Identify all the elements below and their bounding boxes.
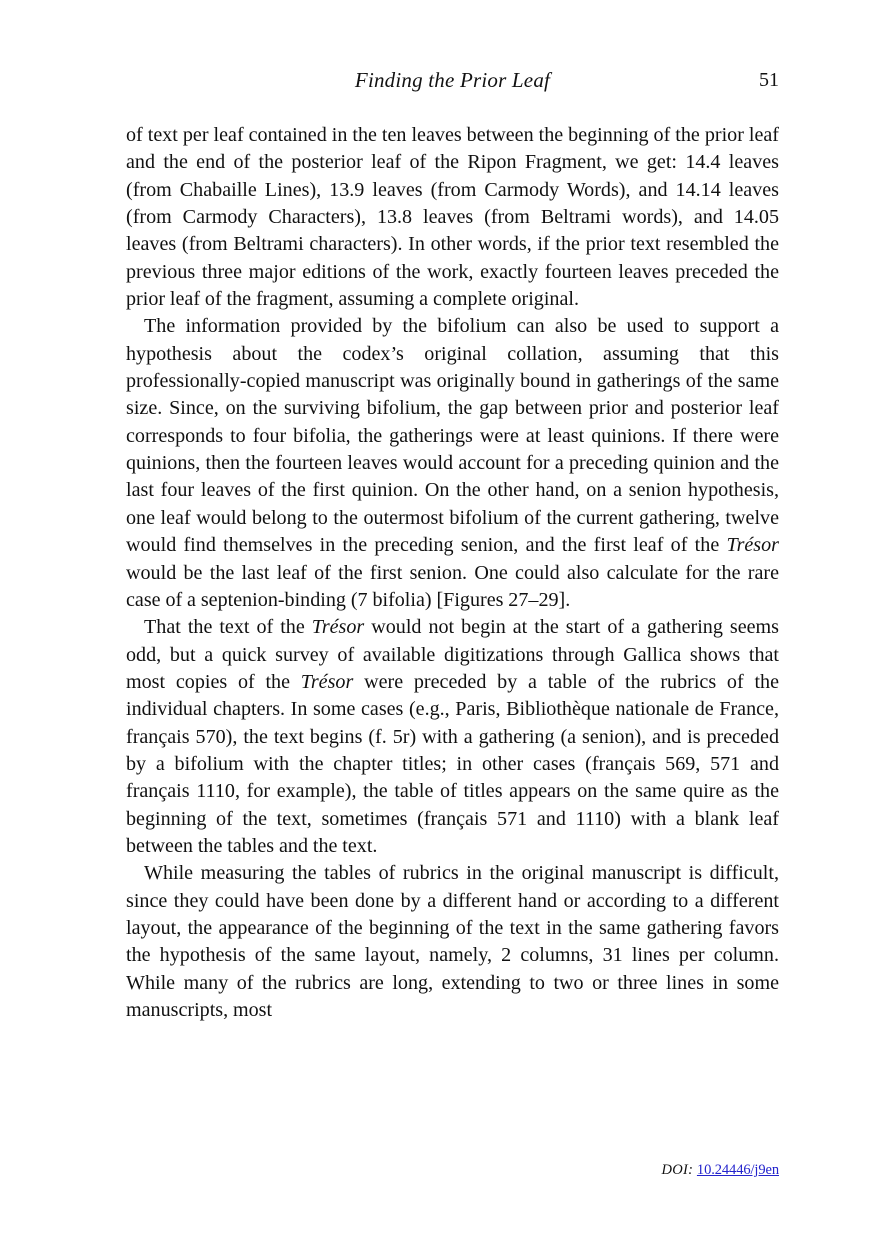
text-run: would be the last leaf of the first senion. One could also calculate for the rare case of a septenion-binding (7 bifolia) [Figures 27–29].: [126, 561, 779, 611]
text-run: That the text of the: [144, 616, 312, 639]
italic-run: Trésor: [726, 534, 779, 557]
running-head-title: Finding the Prior Leaf: [354, 68, 551, 92]
text-run: would not begin at the start of a gathering seems odd, but a quick survey of available digitizations through Gallica shows that most copies of the: [126, 616, 780, 693]
doi-footer: [126, 1162, 779, 1179]
running-head: [126, 68, 779, 98]
italic-run: Trésor: [311, 616, 365, 639]
text-run: were preceded by a table of the rubrics of the individual chapters. In some cases (e.g., Paris, Bibliothèque nationale de France, français 570), the text begins (f. 5r) with a gathering (a senion), and is preceded by a bifolium with the chapter titles; in other cases (français 569, 571 and français 1110, for example), the table of titles appears on the same quire as the beginning of the text, sometimes (français 571 and 1110) with a blank leaf between the tables and the text.: [126, 670, 779, 857]
paragraph-4: [126, 860, 779, 1024]
body-text-block: [126, 122, 779, 1024]
text-run: The information provided by the bifolium can also be used to support a hypothesis about the codex’s original collation, assuming that this professionally-copied manuscript was originally bound in gatherings of the same size. Since, on the surviving bifolium, the gap between prior and posterior leaf corresponds to four bifolia, the gatherings were at least quinions. If there were quinions, then the fourteen leaves would account for a preceding quinion and the last four leaves of the first quinion. On the other hand, on a senion hypothesis, one leaf would belong to the outermost bifolium of the current gathering, twelve would find themselves in the preceding senion, and the first leaf of the: [126, 315, 779, 557]
doi-label: DOI:: [661, 1162, 694, 1178]
paragraph-1: [126, 122, 779, 313]
text-run: While measuring the tables of rubrics in the original manuscript is difficult, since they could have been done by a different hand or according to a different layout, the appearance of the beginning of the text in the same gathering favors the hypothesis of the same layout, namely, 2 columns, 31 lines per column. While many of the rubrics are long, extending to two or three lines in some manuscripts, most: [126, 862, 779, 1021]
page-number: 51: [759, 69, 779, 91]
paragraph-3: [126, 614, 779, 860]
doi-link[interactable]: 10.24446/j9en: [696, 1162, 779, 1178]
paragraph-2: [126, 313, 779, 614]
text-run: of text per leaf contained in the ten leaves between the beginning of the prior leaf and the end of the posterior leaf of the Ripon Fragment, we get: 14.4 leaves (from Chabaille Lines), 13.9 leaves (from Carmody Words), and 14.14 leaves (from Carmody Characters), 13.8 leaves (from Beltrami words), and 14.05 leaves (from Beltrami characters). In other words, if the prior text resembled the previous three major editions of the work, exactly fourteen leaves preceded the prior leaf of the fragment, assuming a complete original.: [126, 124, 779, 311]
italic-run: Trésor: [300, 670, 354, 693]
